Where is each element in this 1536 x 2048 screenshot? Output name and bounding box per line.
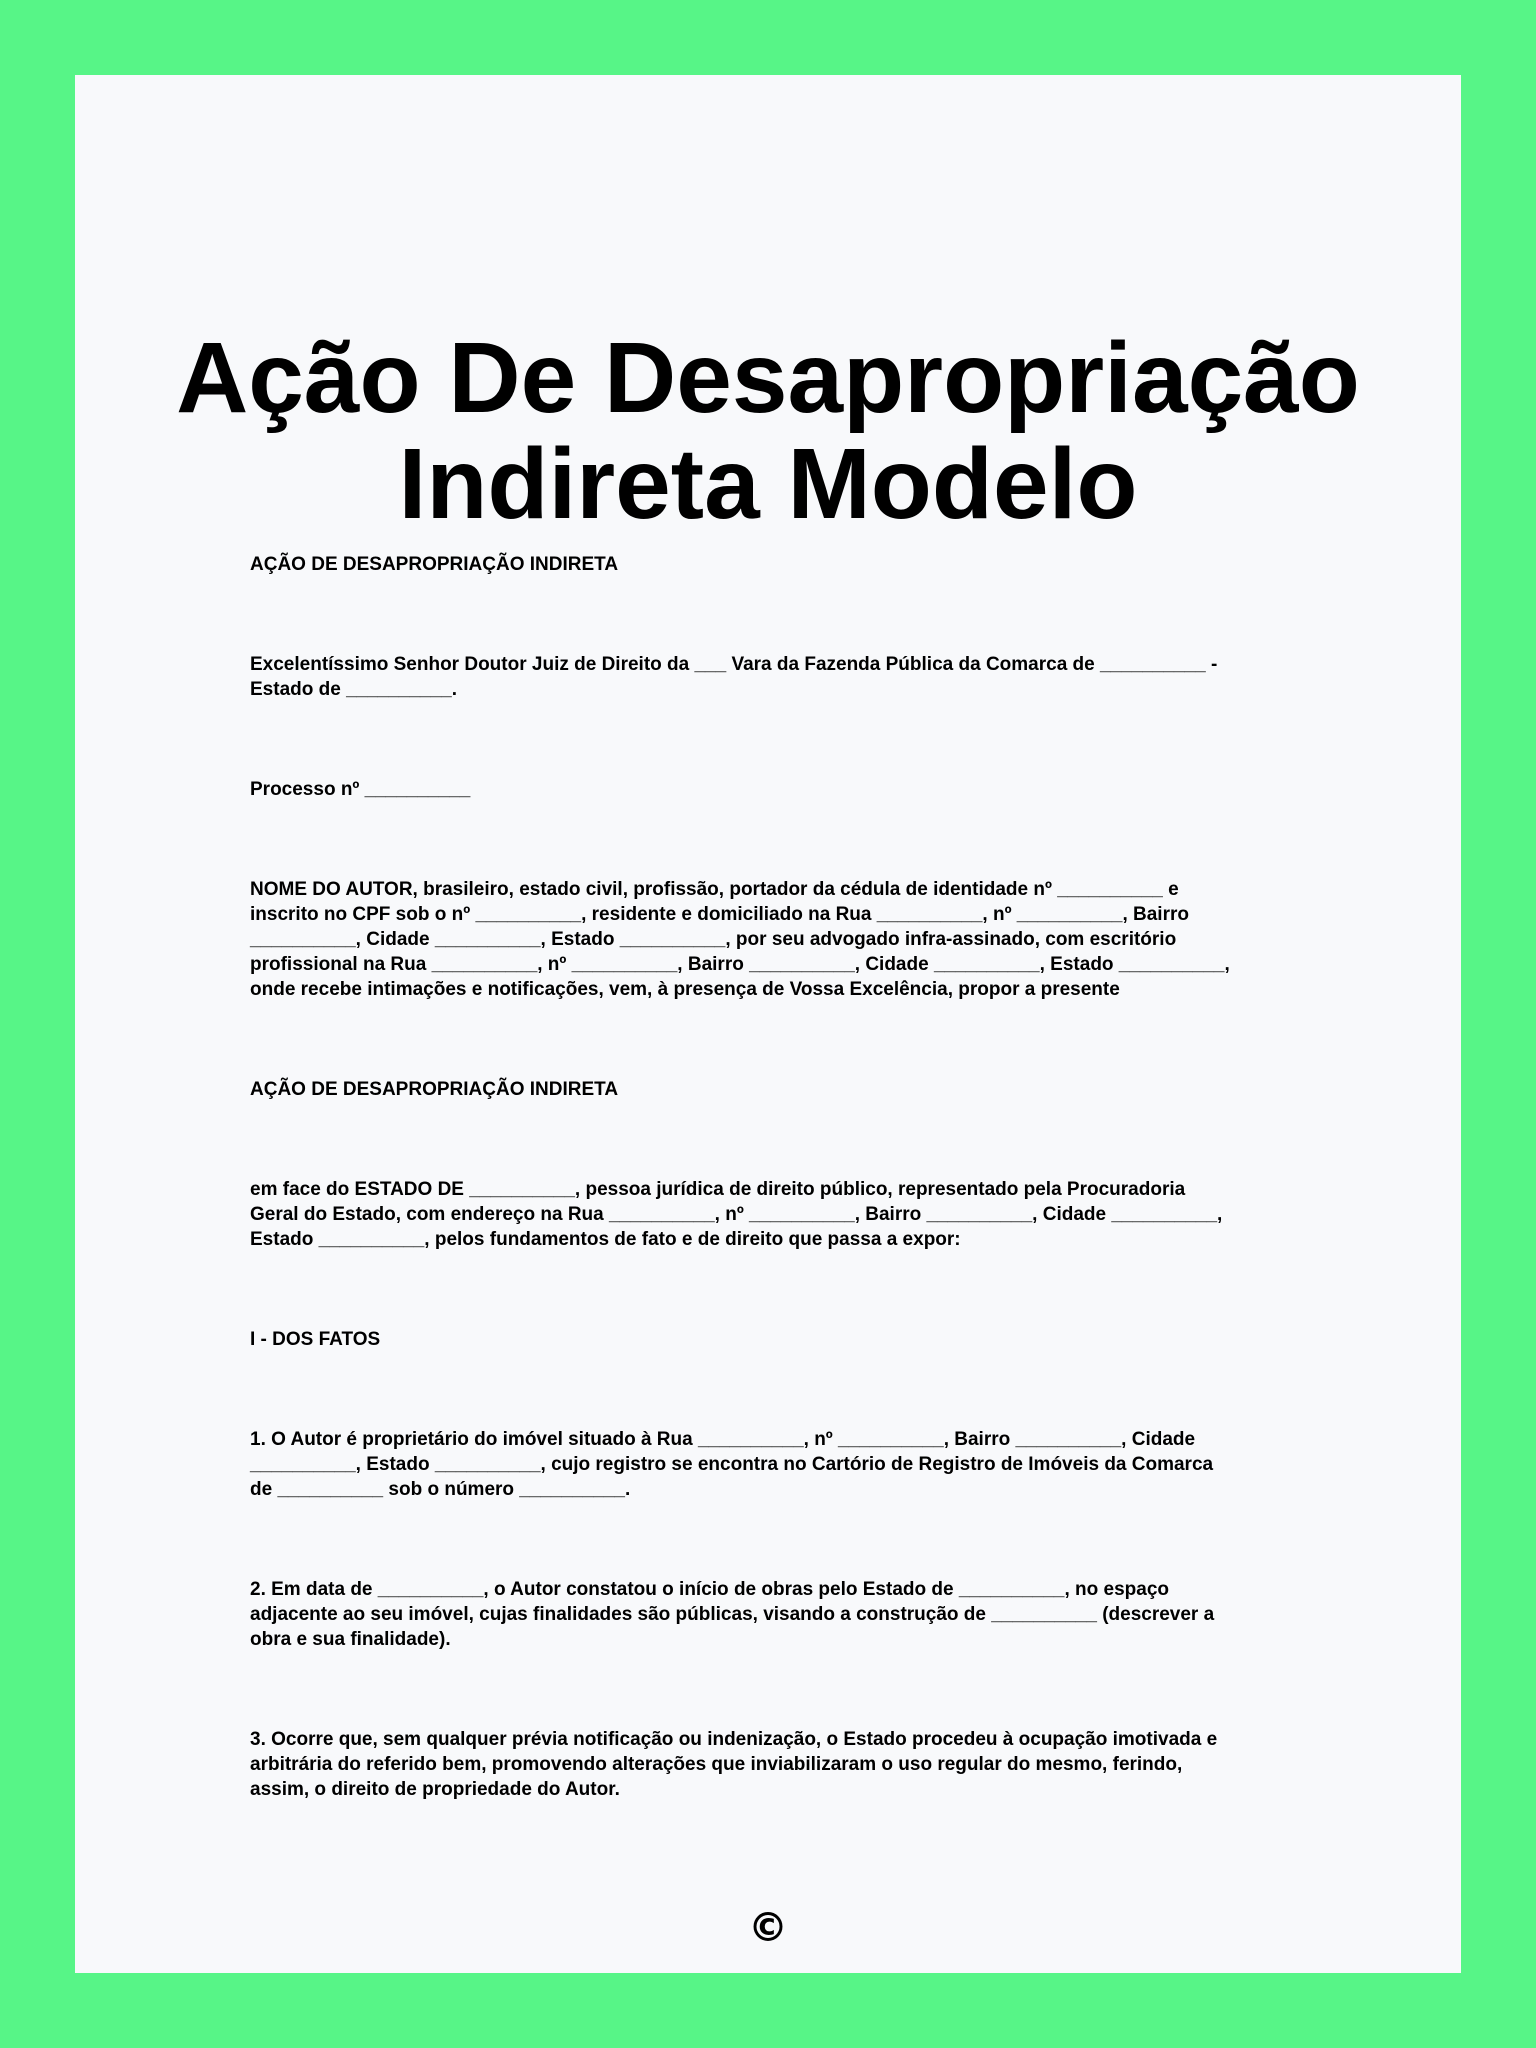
paragraph-fact-3 bbox=[250, 1727, 1217, 1802]
text-line: em face do ESTADO DE __________, pessoa jurídica de direito público, representado pela Procuradoria bbox=[250, 1179, 1186, 1200]
text-line: de __________ sob o número __________. bbox=[250, 1479, 631, 1500]
text-line: 1. O Autor é proprietário do imóvel situado à Rua __________, nº __________, Bairro __________, Cidade bbox=[250, 1429, 1196, 1450]
text-line: onde recebe intimações e notificações, vem, à presença de Vossa Excelência, propor a presente bbox=[250, 979, 1120, 1000]
text-line: I - DOS FATOS bbox=[250, 1329, 381, 1350]
text-line: __________, Estado __________, cujo registro se encontra no Cartório de Registro de Imóveis da Comarca bbox=[250, 1454, 1214, 1475]
text-line: 3. Ocorre que, sem qualquer prévia notificação ou indenização, o Estado procedeu à ocupação imotivada e bbox=[250, 1729, 1218, 1750]
text-line: Excelentíssimo Senhor Doutor Juiz de Direito da ___ Vara da Fazenda Pública da Comarca de __________ - bbox=[250, 654, 1218, 675]
paragraph-section-dos-fatos bbox=[250, 1327, 380, 1352]
paragraph-addressee bbox=[250, 652, 1217, 702]
text-line: inscrito no CPF sob o nº __________, residente e domiciliado na Rua __________, nº __________, Bairro bbox=[250, 904, 1189, 925]
copyright-icon: © bbox=[748, 1905, 788, 1951]
text-line: arbitrária do referido bem, promovendo alterações que inviabilizaram o uso regular do mesmo, ferindo, bbox=[250, 1754, 1183, 1775]
text-line: Estado de __________. bbox=[250, 679, 458, 700]
paragraph-processo-number bbox=[250, 777, 470, 802]
document-page bbox=[75, 75, 1461, 1973]
text-line: Estado __________, pelos fundamentos de fato e de direito que passa a expor: bbox=[250, 1229, 961, 1250]
text-line: adjacente ao seu imóvel, cujas finalidades são públicas, visando a construção de __________ (descrever a bbox=[250, 1604, 1215, 1625]
text-line: assim, o direito de propriedade do Autor. bbox=[250, 1779, 620, 1800]
page-title bbox=[75, 322, 1461, 540]
paragraph-author-qualification bbox=[250, 877, 1230, 1002]
text-line: NOME DO AUTOR, brasileiro, estado civil, profissão, portador da cédula de identidade nº __________ e bbox=[250, 879, 1179, 900]
paragraph-fact-2 bbox=[250, 1577, 1214, 1652]
paragraph-fact-1 bbox=[250, 1427, 1213, 1502]
paragraph-heading-acao-repeat bbox=[250, 1077, 618, 1102]
paragraph-heading-acao bbox=[250, 552, 618, 577]
text-line: __________, Cidade __________, Estado __________, por seu advogado infra-assinado, com escritório bbox=[250, 929, 1177, 950]
text-line: Geral do Estado, com endereço na Rua __________, nº __________, Bairro __________, Cidade __________, bbox=[250, 1204, 1223, 1225]
text-line: obra e sua finalidade). bbox=[250, 1629, 451, 1650]
text-line: 2. Em data de __________, o Autor constatou o início de obras pelo Estado de __________, no espaço bbox=[250, 1579, 1170, 1600]
text-line: AÇÃO DE DESAPROPRIAÇÃO INDIRETA bbox=[250, 554, 619, 575]
text-line: AÇÃO DE DESAPROPRIAÇÃO INDIRETA bbox=[250, 1079, 619, 1100]
text-line: profissional na Rua __________, nº __________, Bairro __________, Cidade __________, Estado __________, bbox=[250, 954, 1230, 975]
title-line-1: Ação De Desapropriação bbox=[176, 322, 1360, 434]
text-line: Processo nº __________ bbox=[250, 779, 471, 800]
paragraph-defendant bbox=[250, 1177, 1222, 1252]
title-line-2: Indireta Modelo bbox=[398, 428, 1138, 540]
